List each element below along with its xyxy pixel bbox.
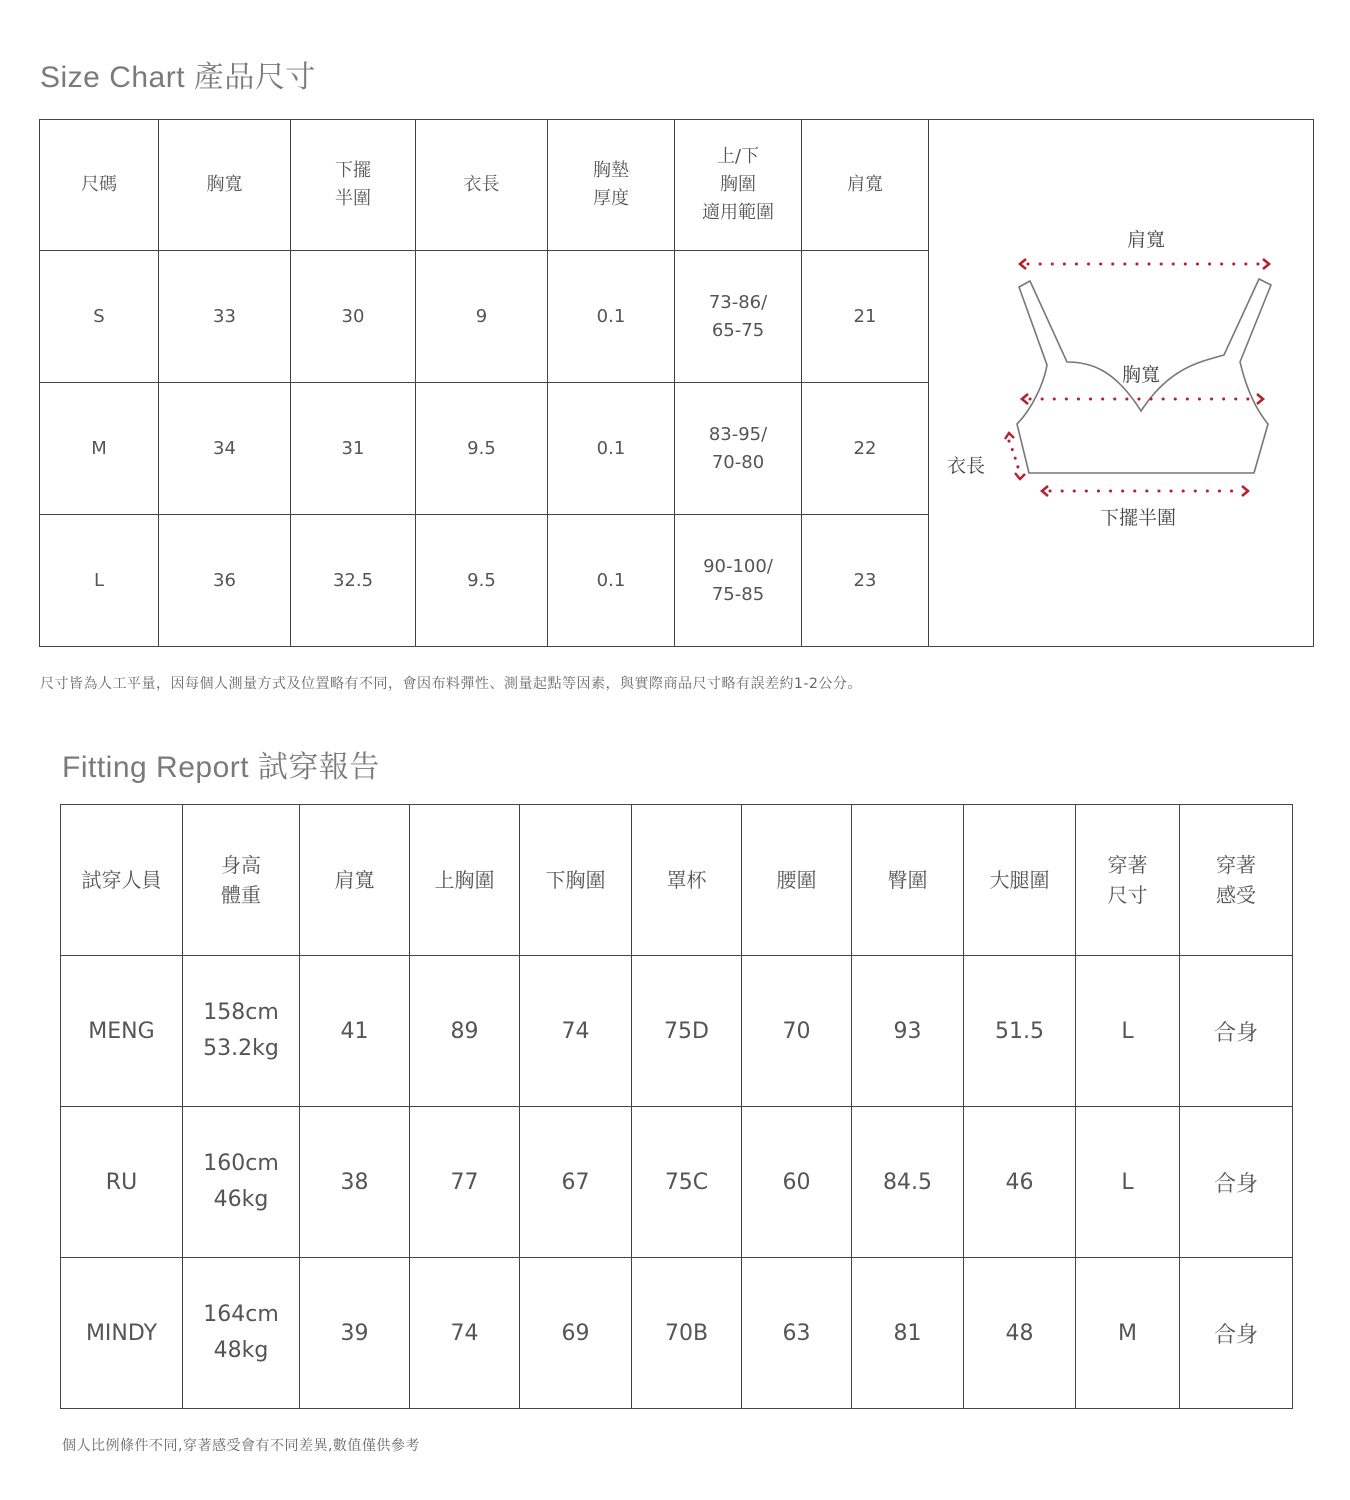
header-pad: 胸墊 厚度 xyxy=(548,120,675,251)
header-chest: 胸寬 xyxy=(159,120,291,251)
header-length: 衣長 xyxy=(416,120,548,251)
header-tester: 試穿人員 xyxy=(61,805,183,956)
cell-hip: 81 xyxy=(852,1258,964,1409)
header-under-bust: 下胸圍 xyxy=(520,805,632,956)
cell-waist: 60 xyxy=(742,1107,852,1258)
cell-under-bust: 67 xyxy=(520,1107,632,1258)
cell-shoulder: 39 xyxy=(300,1258,410,1409)
cell-shoulder: 22 xyxy=(802,383,929,515)
hem-right-arrow xyxy=(1242,486,1248,496)
cell-chest: 36 xyxy=(159,515,291,647)
cell-length: 9.5 xyxy=(416,515,548,647)
hem-left-arrow xyxy=(1042,486,1048,496)
cell-shoulder: 21 xyxy=(802,251,929,383)
header-shoulder: 肩寬 xyxy=(802,120,929,251)
header-size: 尺碼 xyxy=(40,120,159,251)
cell-hem: 32.5 xyxy=(291,515,416,647)
fitting-report-title: Fitting Report 試穿報告 xyxy=(62,751,380,784)
cell-height-weight: 164cm 48kg xyxy=(183,1258,300,1409)
cell-hip: 93 xyxy=(852,956,964,1107)
chest-right-arrow xyxy=(1257,394,1263,404)
header-upper-bust: 上胸圍 xyxy=(410,805,520,956)
cell-thigh: 51.5 xyxy=(964,956,1076,1107)
cell-shoulder: 41 xyxy=(300,956,410,1107)
length-bottom-arrow xyxy=(1015,473,1025,479)
fitting-header-row xyxy=(61,805,1293,956)
cell-wear-feel: 合身 xyxy=(1180,1107,1293,1258)
cell-hem: 31 xyxy=(291,383,416,515)
cell-size: S xyxy=(40,251,159,383)
header-height-weight: 身高 體重 xyxy=(183,805,300,956)
cell-size: M xyxy=(40,383,159,515)
cell-height-weight: 160cm 46kg xyxy=(183,1107,300,1258)
bra-diagram-svg xyxy=(929,121,1313,646)
cell-cup: 70B xyxy=(632,1258,742,1409)
shoulder-left-arrow xyxy=(1020,259,1026,269)
header-shoulder: 肩寬 xyxy=(300,805,410,956)
cell-wear-feel: 合身 xyxy=(1180,1258,1293,1409)
cell-cup: 75C xyxy=(632,1107,742,1258)
cell-waist: 70 xyxy=(742,956,852,1107)
header-range: 上/下 胸圍 適用範圍 xyxy=(675,120,802,251)
cell-upper-bust: 89 xyxy=(410,956,520,1107)
fitting-report-note: 個人比例條件不同,穿著感受會有不同差異,數值僅供參考 xyxy=(62,1438,420,1454)
cell-range: 73-86/ 65-75 xyxy=(675,251,802,383)
cell-thigh: 48 xyxy=(964,1258,1076,1409)
cell-shoulder: 23 xyxy=(802,515,929,647)
size-chart-header-row xyxy=(40,120,1314,251)
cell-chest: 34 xyxy=(159,383,291,515)
cell-name: RU xyxy=(61,1107,183,1258)
cell-cup: 75D xyxy=(632,956,742,1107)
measurement-diagram xyxy=(929,120,1314,647)
cell-length: 9 xyxy=(416,251,548,383)
cell-chest: 33 xyxy=(159,251,291,383)
cell-name: MENG xyxy=(61,956,183,1107)
cell-waist: 63 xyxy=(742,1258,852,1409)
cell-upper-bust: 77 xyxy=(410,1107,520,1258)
size-chart-note: 尺寸皆為人工平量，因每個人測量方式及位置略有不同，會因布料彈性、測量起點等因素，與實際商品尺寸略有誤差約1-2公分。 xyxy=(40,676,862,692)
fitting-row-mindy xyxy=(61,1258,1293,1409)
cell-name: MINDY xyxy=(61,1258,183,1409)
header-wear-size: 穿著 尺寸 xyxy=(1076,805,1180,956)
cell-under-bust: 69 xyxy=(520,1258,632,1409)
chest-label: 胸寬 xyxy=(1121,363,1161,386)
cell-under-bust: 74 xyxy=(520,956,632,1107)
length-label: 衣長 xyxy=(946,454,986,477)
header-hip: 臀圍 xyxy=(852,805,964,956)
size-chart-title: Size Chart 產品尺寸 xyxy=(40,61,316,94)
cell-shoulder: 38 xyxy=(300,1107,410,1258)
cell-wear-size: M xyxy=(1076,1258,1180,1409)
cell-range: 90-100/ 75-85 xyxy=(675,515,802,647)
hem-label: 下擺半圍 xyxy=(1099,506,1177,529)
chest-left-arrow xyxy=(1022,394,1028,404)
cell-length: 9.5 xyxy=(416,383,548,515)
fitting-report-table xyxy=(60,804,1293,1409)
cell-pad: 0.1 xyxy=(548,515,675,647)
length-top-arrow xyxy=(1005,433,1014,439)
cell-wear-feel: 合身 xyxy=(1180,956,1293,1107)
header-cup: 罩杯 xyxy=(632,805,742,956)
fitting-row-ru xyxy=(61,1107,1293,1258)
shoulder-right-arrow xyxy=(1263,259,1269,269)
header-hem: 下擺 半圍 xyxy=(291,120,416,251)
cell-size: L xyxy=(40,515,159,647)
cell-pad: 0.1 xyxy=(548,251,675,383)
shoulder-label: 肩寬 xyxy=(1126,228,1166,251)
header-waist: 腰圍 xyxy=(742,805,852,956)
cell-height-weight: 158cm 53.2kg xyxy=(183,956,300,1107)
length-dotted-line xyxy=(1009,441,1019,471)
cell-wear-size: L xyxy=(1076,956,1180,1107)
size-chart-table xyxy=(39,119,1314,647)
cell-upper-bust: 74 xyxy=(410,1258,520,1409)
cell-range: 83-95/ 70-80 xyxy=(675,383,802,515)
cell-thigh: 46 xyxy=(964,1107,1076,1258)
cell-hip: 84.5 xyxy=(852,1107,964,1258)
cell-pad: 0.1 xyxy=(548,383,675,515)
cell-hem: 30 xyxy=(291,251,416,383)
header-thigh: 大腿圍 xyxy=(964,805,1076,956)
header-wear-feel: 穿著 感受 xyxy=(1180,805,1293,956)
cell-wear-size: L xyxy=(1076,1107,1180,1258)
fitting-row-meng xyxy=(61,956,1293,1107)
